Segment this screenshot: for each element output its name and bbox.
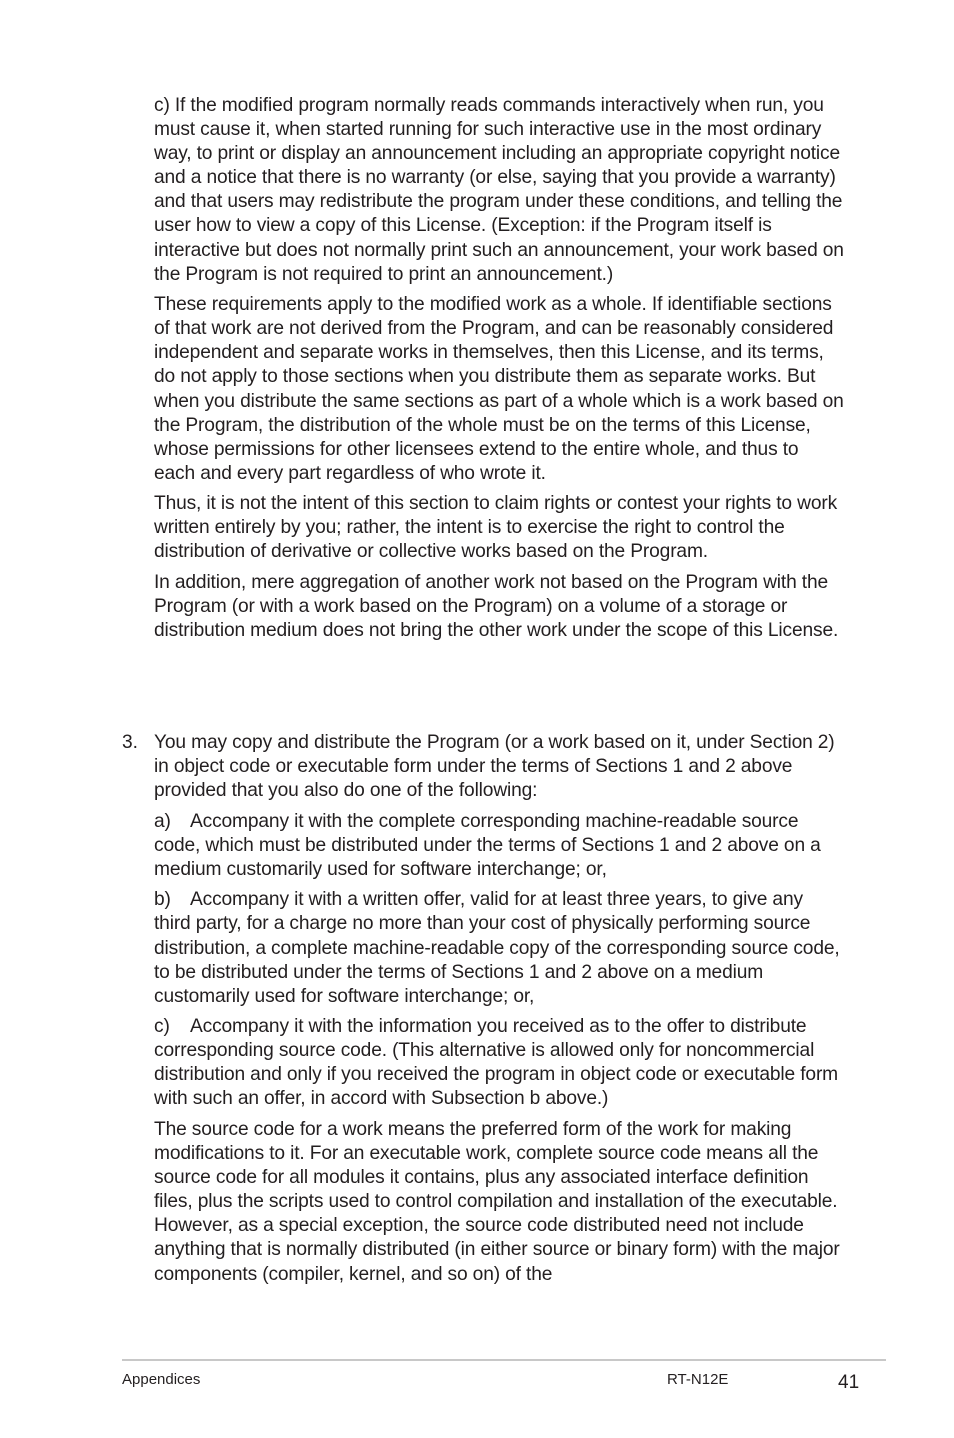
item3-sub-c	[154, 1015, 844, 1111]
paragraph-intent: Thus, it is not the intent of this section to claim rights or contest your rights to work written entirely by you; rather, the intent is to exercise the right to control the distribution of derivative or collective works based on the Program.	[154, 493, 838, 563]
paragraph-2c: c) If the modified program normally reads commands interactively when run, you must cause it, when started running for such interactive use in the most ordinary way, to print or display an announcement including an appropriate copyright notice and a notice that there is no warranty (or else, saying that you provide a warranty) and that users may redistribute the program under these conditions, and telling the user how to view a copy of this License. (Exception: if the Program itself is interactive but does not normally print such an announcement, your work based on the Program is not required to print an announcement.)	[154, 95, 844, 285]
license-item-3	[154, 731, 844, 1293]
item3-sub-b	[154, 888, 844, 1008]
license-section-top	[154, 94, 844, 650]
footer-section-name: Appendices	[122, 1371, 201, 1388]
sub-b-label: b)	[154, 889, 171, 911]
sub-a-label: a)	[154, 810, 171, 832]
item3-closing: The source code for a work means the preferred form of the work for making modifications to it. For an executable work, complete source code means all the source code for all modules it contains, plus any associated interface definition files, plus the scripts used to control compilation and installation of the executable. However, as a special exception, the source code distributed need not include anything that is normally distributed (in either source or binary form) with the major components (compiler, kernel, and so on) of the	[154, 1118, 840, 1285]
footer-page-number: 41	[838, 1372, 860, 1393]
paragraph-aggregation: In addition, mere aggregation of another work not based on the Program with the Program (or with a work based on the Program) on a volume of a storage or distribution medium does not bring the other work under the scope of this License.	[154, 571, 839, 642]
paragraph-requirements: These requirements apply to the modified work as a whole. If identifiable sections of that work are not derived from the Program, and can be reasonably considered independent and separate works in themselves, then this License, and its terms, do not apply to those sections when you distribute them as separate works. But when you distribute the same sections as part of a whole which is a work based on the Program, the distribution of the whole must be on the terms of this License, whose permissions for other licensees extend to the entire whole, and thus to each and every part regardless of who wrote it.	[154, 294, 844, 484]
sub-c-label: c)	[154, 1016, 170, 1038]
list-number-3: 3.	[122, 732, 139, 753]
footer-divider	[122, 1359, 886, 1361]
item3-intro: You may copy and distribute the Program (or a work based on it, under Section 2) in object code or executable form under the terms of Sections 1 and 2 above provided that you also do one of the following:	[154, 732, 835, 802]
sub-a-text: Accompany it with the complete corresponding machine-readable source code, which must be distributed under the terms of Sections 1 and 2 above on a medium customarily used for software interchange; or,	[154, 810, 821, 880]
sub-b-text: Accompany it with a written offer, valid for at least three years, to give any third party, for a charge no more than your cost of physically performing source distribution, a complete machine-readable copy of the corresponding source code, to be distributed under the terms of Sections 1 and 2 above on a medium customarily used for software interchange; or,	[154, 889, 840, 1007]
footer-model-name: RT-N12E	[667, 1371, 729, 1388]
sub-c-text: Accompany it with the information you received as to the offer to distribute corresponding source code. (This alternative is allowed only for noncommercial distribution and only if you received the program in object code or executable form with such an offer, in accord with Subsection b above.)	[154, 1016, 839, 1110]
item3-sub-a	[154, 810, 844, 882]
